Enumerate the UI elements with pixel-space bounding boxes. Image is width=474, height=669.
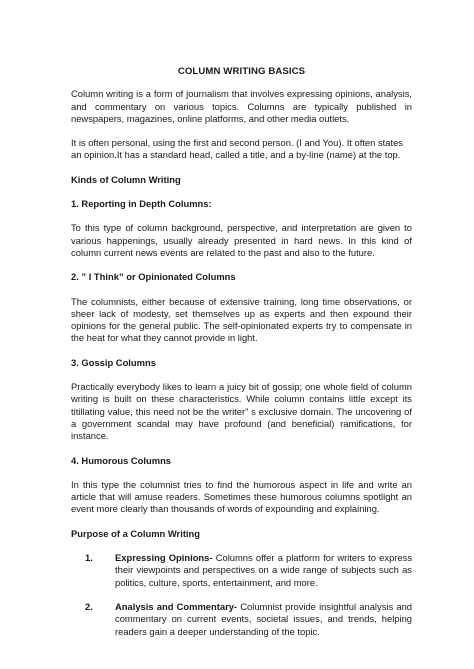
purpose-item-number: 2. [85, 600, 93, 612]
kind-text-1: To this type of column background, perspective, and interpretation are given to various happenings, usually already presented in hard news. In this kind of column current news events are related to the past and also to the future. [71, 222, 412, 258]
intro-paragraph-1: Column writing is a form of journalism that involves expressing opinions, analysis, and commentary on various topics. Columns are typically published in newspapers, magazines, online platforms, and other media outlets. [71, 88, 412, 124]
kind-heading-4: 4. Humorous Columns [71, 454, 172, 466]
kind-heading-1: 1. Reporting in Depth Columns: [71, 198, 212, 210]
purpose-item-text: Columnist provide insightful analysis and commentary on current events, societal issues, and trends, helping readers gain a deeper understanding of the topic. [115, 600, 412, 637]
purpose-item-number: 1. [85, 552, 93, 564]
purpose-item-text: Columns offer a platform for writers to express their viewpoints and perspectives on a wide range of subjects such as politics, culture, sports, entertainment, and more. [115, 552, 413, 588]
kind-text-3: Practically everybody likes to learn a juicy bit of gossip; one whole field of column writing is built on these characteristics. While column contains little except its titillating value, this need not be the writer” s exclusive domain. The uncovering of a government scandal may have profound (and beneficial) ramifications, for instance. [71, 381, 412, 442]
purpose-item-lead: Analysis and Commentary- [115, 600, 238, 612]
purpose-item-1 [85, 552, 412, 589]
kind-text-4: In this type the columnist tries to find the humorous aspect in life and write an article that will amuse readers. Sometimes these humorous columns spotlight an event more clearly than thousands of words of expounding and explaining. [71, 478, 412, 515]
document-title: COLUMN WRITING BASICS [177, 66, 306, 77]
purpose-list [71, 552, 412, 638]
intro-paragraph-2: It is often personal, using the first and second person. (I and You). It often states an opinion.It has a standard head, called a title, and a by-line (name) at the top. [71, 137, 403, 161]
kind-heading-2: 2. ” I Think” or Opinionated Columns [71, 271, 236, 283]
purpose-item-2 [85, 601, 412, 638]
kind-text-2: The columnists, either because of extensive training, long time observations, or sheer lack of modesty, set themselves up as experts and then expound their opinions for the general public. The self-opinionated experts try to compensate in the heat for what they cannot provide in light. [71, 295, 412, 344]
purpose-item-lead: Expressing Opinions- [115, 552, 213, 564]
purpose-heading: Purpose of a Column Writing [71, 527, 200, 539]
kind-heading-3: 3. Gossip Columns [71, 356, 156, 368]
kinds-heading: Kinds of Column Writing [71, 173, 181, 185]
